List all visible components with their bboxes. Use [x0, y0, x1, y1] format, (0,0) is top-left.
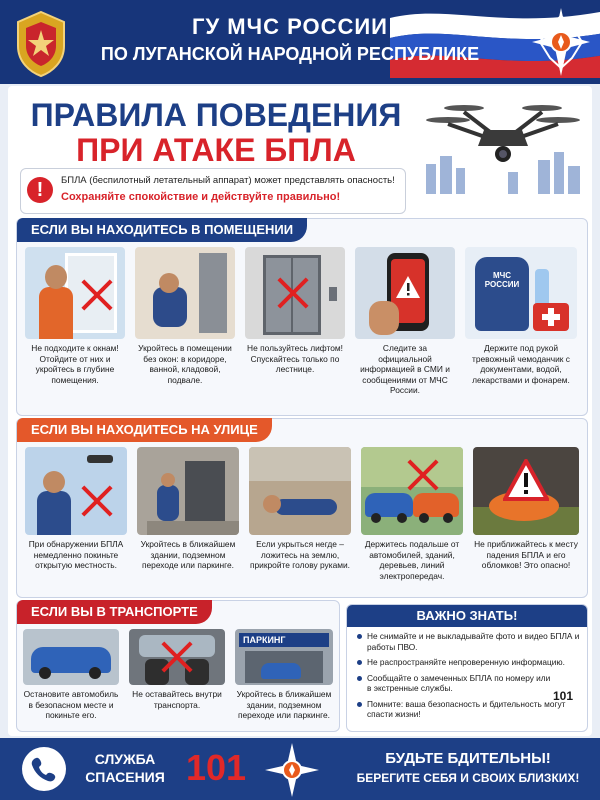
image-building-entrance — [137, 447, 239, 535]
important-heading: ВАЖНО ЗНАТЬ! — [347, 605, 587, 627]
important-item: Не снимайте и не выкладывайте фото и видео БПЛА и работы ПВО. — [367, 631, 580, 652]
indoors-card-windows — [25, 247, 125, 385]
indoors-card-emergency-kit — [465, 247, 577, 385]
title-line2: ПРИ АТАКЕ БПЛА — [76, 132, 356, 168]
important-number: 101 — [552, 689, 573, 703]
footer — [0, 738, 600, 800]
prohibited-x-icon — [275, 275, 311, 311]
mchs-star-icon — [530, 6, 592, 78]
section-transport — [16, 600, 340, 732]
indoors-caption-2: Укройтесь в помещении без окон: в коридоре, ванной, кладовой, подвале. — [138, 343, 232, 385]
image-emergency-kit — [465, 247, 577, 339]
important-item: Не распространяйте непроверенную информацию. — [367, 657, 581, 668]
important-list — [347, 631, 587, 720]
image-car-interior — [129, 629, 225, 685]
indoors-caption-5: Держите под рукой тревожный чемоданчик с документами, водой, лекарствами и фонарем. — [472, 343, 570, 385]
image-parking — [235, 629, 333, 685]
section-outdoors-heading: ЕСЛИ ВЫ НАХОДИТЕСЬ НА УЛИЦЕ — [17, 418, 272, 442]
service-line1: СЛУЖБА — [94, 751, 156, 767]
image-shelter — [135, 247, 235, 339]
image-crash-site — [473, 447, 579, 535]
mchs-emblem-icon — [12, 8, 70, 78]
image-elevator — [245, 247, 345, 339]
transport-card-parking — [235, 629, 333, 721]
exclamation-icon: ! — [27, 177, 53, 203]
warning-text: БПЛА (беспилотный летательный аппарат) может представлять опасность! — [61, 175, 395, 186]
outdoors-card-lie-down — [249, 447, 351, 571]
outdoors-card-crash-site — [473, 447, 579, 571]
title-line1: ПРАВИЛА ПОВЕДЕНИЯ — [30, 97, 402, 133]
prohibited-x-icon — [405, 457, 441, 493]
indoors-caption-4: Следите за официальной информацией в СМИ и сообщениями от МЧС России. — [360, 343, 450, 395]
outdoors-caption-4: Держитесь подальше от автомобилей, зданий, деревьев, линий электропередач. — [364, 539, 460, 581]
image-lie-down — [249, 447, 351, 535]
bag-label: МЧС РОССИИ — [484, 271, 520, 289]
section-indoors — [16, 218, 588, 416]
warning-triangle-icon — [395, 275, 421, 299]
indoors-card-news — [355, 247, 455, 396]
indoors-caption-1: Не подходите к окнам! Отойдите от них и укройтесь в глубине помещения. — [31, 343, 119, 385]
slogan-line1: БУДЬТЕ БДИТЕЛЬНЫ! — [385, 750, 551, 767]
outdoors-card-shelter — [137, 447, 239, 571]
header — [0, 0, 600, 84]
header-title — [90, 14, 490, 65]
image-open-area — [25, 447, 127, 535]
warning-emphasis: Сохраняйте спокойствие и действуйте правильно! — [61, 191, 341, 203]
transport-caption-3: Укройтесь в ближайшем здании, подземном переходе или паркинге. — [236, 689, 332, 720]
prohibited-x-icon — [79, 483, 115, 519]
header-title-line1: ГУ МЧС РОССИИ — [192, 14, 388, 39]
indoors-caption-3: Не пользуйтесь лифтом! Спускайтесь только по лестнице. — [247, 343, 343, 374]
prohibited-x-icon — [159, 639, 195, 675]
warning-banner — [20, 168, 406, 214]
transport-card-leave — [129, 629, 225, 710]
outdoors-caption-2: Укройтесь в ближайшем здании, подземном переходе или паркинге. — [140, 539, 236, 570]
image-parked-car — [23, 629, 119, 685]
section-outdoors — [16, 418, 588, 598]
footer-slogan — [340, 750, 596, 786]
main-panel — [8, 86, 592, 736]
emergency-number: 101 — [186, 747, 247, 788]
prohibited-x-icon — [79, 277, 115, 313]
service-line2: СПАСЕНИЯ — [85, 769, 165, 785]
important-box — [346, 604, 588, 732]
outdoors-caption-3: Если укрыться негде – ложитесь на землю, прикройте голову руками. — [249, 539, 351, 570]
outdoors-card-cars — [361, 447, 463, 581]
danger-triangle-icon — [503, 459, 549, 501]
phone-icon — [22, 747, 66, 791]
drone-illustration — [418, 94, 588, 204]
rescue-service-label — [80, 750, 170, 786]
indoors-card-elevator — [245, 247, 345, 375]
outdoors-caption-5: Не приближайтесь к месту падения БПЛА и его обломков! Это опасно! — [474, 539, 578, 570]
header-title-line2: ПО ЛУГАНСКОЙ НАРОДНОЙ РЕСПУБЛИКЕ — [100, 44, 480, 64]
transport-caption-2: Не оставайтесь внутри транспорта. — [132, 689, 222, 710]
slogan-line2: БЕРЕГИТЕ СЕБЯ И СВОИХ БЛИЗКИХ! — [356, 771, 580, 785]
parking-sign: ПАРКИНГ — [243, 635, 286, 645]
image-window — [25, 247, 125, 339]
image-smartphone — [355, 247, 455, 339]
indoors-card-shelter — [135, 247, 235, 385]
transport-caption-1: Остановите автомобиль в безопасном месте и покиньте его. — [23, 689, 119, 720]
section-transport-heading: ЕСЛИ ВЫ В ТРАНСПОРТЕ — [17, 600, 212, 624]
important-item: Сообщайте о замеченных БПЛА по номеру или в экстренные службы. — [367, 673, 581, 694]
outdoors-caption-1: При обнаружении БПЛА немедленно покиньте открытую местность. — [28, 539, 124, 570]
transport-card-stop — [23, 629, 119, 721]
outdoors-card-open-area — [25, 447, 127, 571]
important-item: Помните: ваша безопасность и бдительность могут спасти жизни! — [367, 699, 581, 720]
mchs-star-icon — [264, 742, 320, 798]
image-cars — [361, 447, 463, 535]
section-indoors-heading: ЕСЛИ ВЫ НАХОДИТЕСЬ В ПОМЕЩЕНИИ — [17, 218, 307, 242]
poster-title — [26, 98, 406, 168]
